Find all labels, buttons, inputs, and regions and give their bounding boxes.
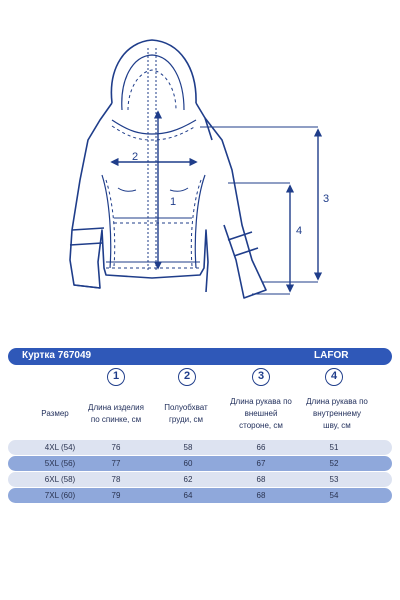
cell-size: 7XL (60) (44, 491, 76, 500)
header-sleeve-outer (222, 396, 300, 432)
dimension-label-4: 4 (296, 225, 303, 237)
product-banner (8, 348, 392, 365)
header-sleeve-inner (298, 396, 376, 432)
table-row (8, 472, 392, 487)
cell-chest: 58 (183, 443, 193, 452)
cell-length: 79 (111, 491, 121, 500)
header-chest-line1: Полуобхват (164, 403, 208, 412)
cell-length: 76 (111, 443, 121, 452)
dimension-lines (112, 112, 318, 294)
cell-sleeve-outer: 68 (256, 491, 266, 500)
header-length (80, 402, 152, 426)
cell-sleeve-outer: 66 (256, 443, 266, 452)
header-chest-line2: груди, см (168, 415, 204, 424)
cell-sleeve-outer: 68 (256, 475, 266, 484)
cell-size: 4XL (54) (44, 443, 76, 452)
header-sleeve-inner-line3: шву, см (323, 421, 351, 430)
cell-sleeve-inner: 54 (329, 491, 339, 500)
jacket-outline (70, 40, 266, 298)
column-number-1: 1 (107, 368, 125, 386)
table-row (8, 488, 392, 503)
header-size: Размер (41, 409, 69, 418)
header-chest (152, 402, 220, 426)
cell-sleeve-inner: 53 (329, 475, 339, 484)
table-row (8, 440, 392, 455)
cell-size: 5XL (56) (44, 459, 76, 468)
column-number-3: 3 (252, 368, 270, 386)
header-sleeve-inner-line1: Длина рукава по (306, 397, 368, 406)
column-number-4: 4 (325, 368, 343, 386)
dimension-label-2: 2 (132, 151, 139, 163)
product-model: Куртка 767049 (22, 350, 92, 361)
cell-length: 78 (111, 475, 121, 484)
cell-chest: 60 (183, 459, 193, 468)
header-length-line1: Длина изделия (88, 403, 144, 412)
dimension-label-1: 1 (170, 196, 177, 208)
cell-sleeve-inner: 51 (329, 443, 339, 452)
column-number-2: 2 (178, 368, 196, 386)
cell-chest: 64 (183, 491, 193, 500)
dimension-label-3: 3 (323, 193, 330, 205)
header-length-line2: по спинке, см (90, 415, 142, 424)
cell-size: 6XL (58) (44, 475, 76, 484)
header-sleeve-outer-line2: внешней (244, 409, 278, 418)
cell-length: 77 (111, 459, 121, 468)
cell-sleeve-outer: 67 (256, 459, 266, 468)
header-sleeve-outer-line1: Длина рукава по (230, 397, 292, 406)
header-sleeve-inner-line2: внутреннему (312, 409, 362, 418)
brand-name: LAFOR (314, 350, 349, 361)
cell-sleeve-inner: 52 (329, 459, 339, 468)
cell-chest: 62 (183, 475, 193, 484)
header-sleeve-outer-line3: стороне, см (239, 421, 283, 430)
table-row (8, 456, 392, 471)
